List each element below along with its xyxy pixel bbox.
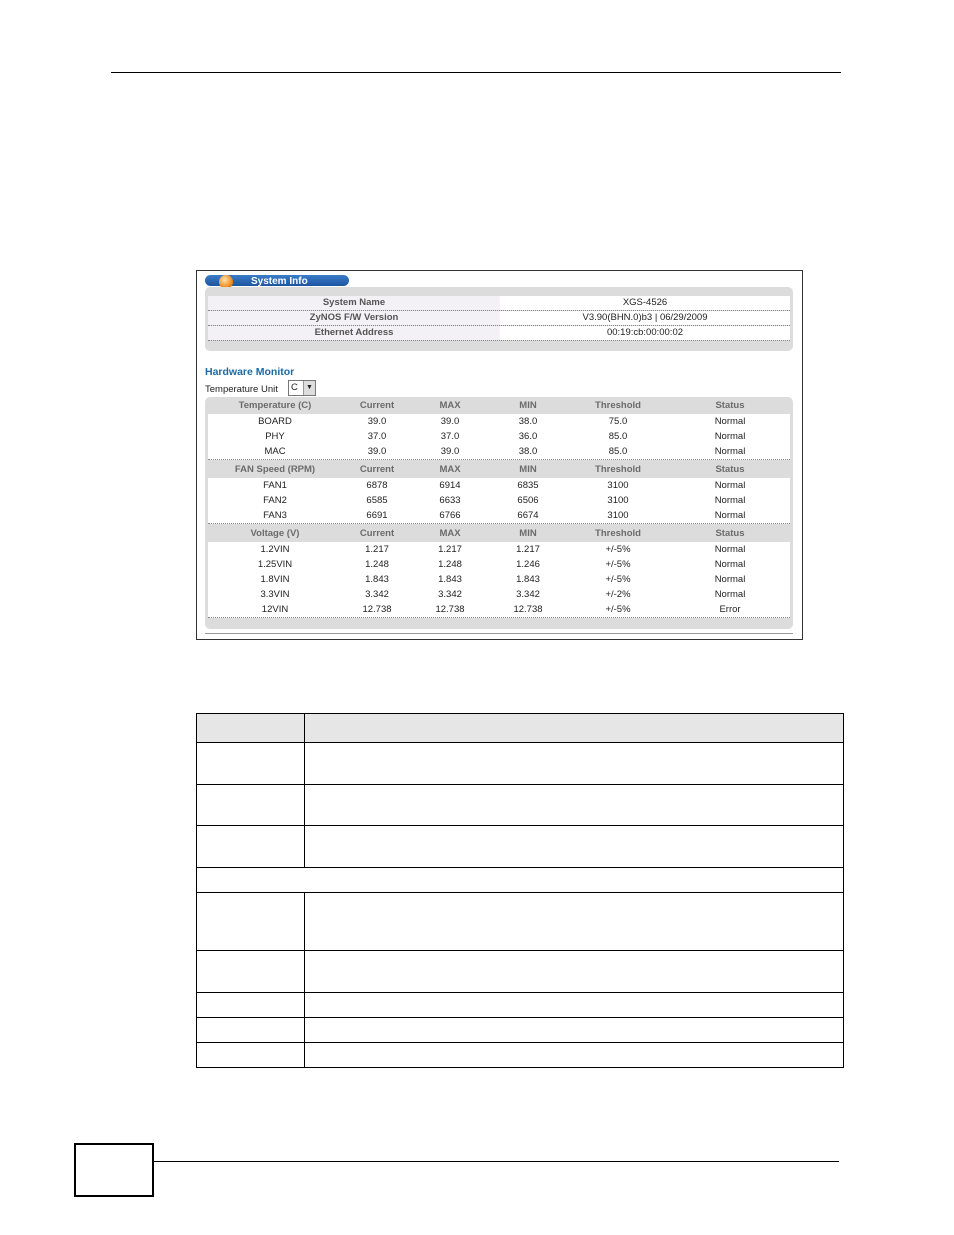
table-cell (197, 868, 844, 893)
table-cell: 38.0 (518, 416, 538, 427)
table-cell: 3100 (607, 495, 629, 506)
table-row (208, 429, 790, 445)
table-cell: Normal (714, 431, 746, 442)
system-name-row (208, 296, 790, 311)
table-cell: Error (719, 604, 741, 615)
row-label: ZyNOS F/W Version (208, 311, 500, 325)
table-row (208, 444, 790, 460)
row-value: XGS-4526 (500, 296, 790, 310)
table-cell: BOARD (258, 416, 292, 427)
ethernet-address-row (208, 326, 790, 341)
table-cell: 6835 (517, 480, 539, 491)
header-cell: MAX (439, 400, 461, 411)
table-cell: 1.217 (516, 544, 540, 555)
table-cell (305, 893, 844, 951)
table-cell: Normal (714, 574, 746, 585)
table-cell: +/-5% (605, 604, 631, 615)
header-cell: Temperature (C) (238, 400, 312, 411)
table-cell: 3100 (607, 510, 629, 521)
table-cell: Normal (714, 510, 746, 521)
table-cell: 3.3VIN (260, 589, 290, 600)
header-cell: MAX (439, 528, 461, 539)
temperature-unit-label: Temperature Unit (205, 384, 278, 395)
table-cell: 6878 (366, 480, 388, 491)
table-cell: +/-5% (605, 559, 631, 570)
table-cell: 12.738 (362, 604, 392, 615)
header-cell: MIN (519, 528, 537, 539)
table-row (197, 743, 844, 785)
header-cell: MIN (519, 400, 537, 411)
table-cell: 1.217 (438, 544, 462, 555)
table-row (197, 1018, 844, 1043)
table-cell: 36.0 (518, 431, 538, 442)
table-cell: Normal (714, 544, 746, 555)
table-cell: FAN2 (263, 495, 287, 506)
row-value: V3.90(BHN.0)b3 | 06/29/2009 (500, 311, 790, 325)
table-cell: 85.0 (608, 431, 628, 442)
temperature-header (205, 398, 793, 413)
table-cell (197, 993, 305, 1018)
table-cell: 1.217 (365, 544, 389, 555)
header-cell: Current (359, 528, 395, 539)
table-row (208, 587, 790, 603)
table-cell: 1.248 (365, 559, 389, 570)
table-row (208, 557, 790, 573)
table-cell: 6633 (439, 495, 461, 506)
table-cell: PHY (265, 431, 285, 442)
header-cell: Current (359, 464, 395, 475)
table-cell: 3.342 (365, 589, 389, 600)
table-cell: 6766 (439, 510, 461, 521)
table-cell: +/-2% (605, 589, 631, 600)
table-cell: +/-5% (605, 544, 631, 555)
header-cell: Threshold (595, 528, 641, 539)
table-cell: 39.0 (367, 416, 387, 427)
chevron-down-icon[interactable]: ▼ (303, 381, 315, 395)
table-row (208, 414, 790, 430)
table-cell: 85.0 (608, 446, 628, 457)
header-cell: FAN Speed (RPM) (234, 464, 316, 475)
header-cell: Current (359, 400, 395, 411)
row-value: 00:19:cb:00:00:02 (500, 326, 790, 340)
table-cell (305, 826, 844, 868)
table-cell: 1.843 (438, 574, 462, 585)
table-cell: 1.246 (516, 559, 540, 570)
table-row (208, 542, 790, 558)
table-row (197, 1043, 844, 1068)
table-cell: 6674 (517, 510, 539, 521)
firmware-version-row (208, 311, 790, 326)
table-cell: Normal (714, 480, 746, 491)
table-cell: Normal (714, 446, 746, 457)
temperature-unit-value: C (291, 382, 298, 393)
row-label: System Name (208, 296, 500, 310)
table-cell: 1.8VIN (260, 574, 290, 585)
table-cell: 12VIN (261, 604, 289, 615)
header-cell: Status (715, 464, 745, 475)
header-cell: Threshold (595, 400, 641, 411)
system-info-title-bar (205, 275, 349, 286)
divider (205, 633, 793, 634)
table-row (208, 572, 790, 588)
table-row (208, 508, 790, 524)
table-cell: 37.0 (367, 431, 387, 442)
header-cell: MIN (519, 464, 537, 475)
table-cell (197, 951, 305, 993)
table-cell (197, 714, 305, 743)
header-cell: Voltage (V) (250, 528, 300, 539)
header-rule (111, 72, 841, 73)
table-cell: 6585 (366, 495, 388, 506)
header-cell: Threshold (595, 464, 641, 475)
table-cell: FAN1 (263, 480, 287, 491)
header-cell: Status (715, 528, 745, 539)
table-cell (197, 826, 305, 868)
system-info-table (205, 287, 793, 351)
table-cell: 3100 (607, 480, 629, 491)
table-cell (305, 993, 844, 1018)
temperature-unit-select[interactable] (288, 380, 316, 396)
table-cell: 3.342 (516, 589, 540, 600)
table-cell: 12.738 (435, 604, 465, 615)
table-cell (197, 743, 305, 785)
row-label: Ethernet Address (208, 326, 500, 340)
system-info-screenshot (196, 270, 803, 640)
table-row (208, 602, 790, 618)
footer-rule (152, 1161, 839, 1162)
table-cell: +/-5% (605, 574, 631, 585)
header-cell: MAX (439, 464, 461, 475)
hardware-monitor-table (205, 397, 793, 629)
table-cell (305, 1018, 844, 1043)
table-cell: Normal (714, 559, 746, 570)
system-info-title: System Info (251, 276, 308, 287)
table-cell (305, 743, 844, 785)
table-cell: 1.2VIN (260, 544, 290, 555)
field-description-table (196, 713, 844, 1068)
table-row (208, 493, 790, 509)
table-cell: 6506 (517, 495, 539, 506)
table-cell (305, 714, 844, 743)
table-cell: 12.738 (513, 604, 543, 615)
table-cell: Normal (714, 495, 746, 506)
hardware-monitor-title: Hardware Monitor (205, 366, 295, 378)
table-cell: FAN3 (263, 510, 287, 521)
table-header-row (197, 714, 844, 743)
table-row (208, 478, 790, 494)
table-row (197, 826, 844, 868)
table-cell: 6914 (439, 480, 461, 491)
table-cell (197, 1018, 305, 1043)
voltage-header (205, 526, 793, 541)
table-cell: 1.843 (516, 574, 540, 585)
table-cell: 1.248 (438, 559, 462, 570)
header-cell: Status (715, 400, 745, 411)
table-cell: 3.342 (438, 589, 462, 600)
table-cell: Normal (714, 589, 746, 600)
table-cell (305, 1043, 844, 1068)
table-row (197, 893, 844, 951)
table-cell: 38.0 (518, 446, 538, 457)
table-cell: Normal (714, 416, 746, 427)
table-cell (305, 951, 844, 993)
table-cell: 6691 (366, 510, 388, 521)
table-cell: 1.843 (365, 574, 389, 585)
table-cell (305, 785, 844, 826)
table-cell (197, 893, 305, 951)
table-section-row (197, 868, 844, 893)
table-cell: MAC (264, 446, 286, 457)
fan-speed-header (205, 462, 793, 477)
page-number-box (74, 1143, 154, 1197)
table-cell: 1.25VIN (257, 559, 293, 570)
table-cell: 39.0 (367, 446, 387, 457)
table-row (197, 785, 844, 826)
table-row (197, 993, 844, 1018)
table-cell: 37.0 (440, 431, 460, 442)
table-cell: 39.0 (440, 446, 460, 457)
table-cell (197, 785, 305, 826)
table-cell (197, 1043, 305, 1068)
table-cell: 75.0 (608, 416, 628, 427)
table-row (197, 951, 844, 993)
table-cell: 39.0 (440, 416, 460, 427)
